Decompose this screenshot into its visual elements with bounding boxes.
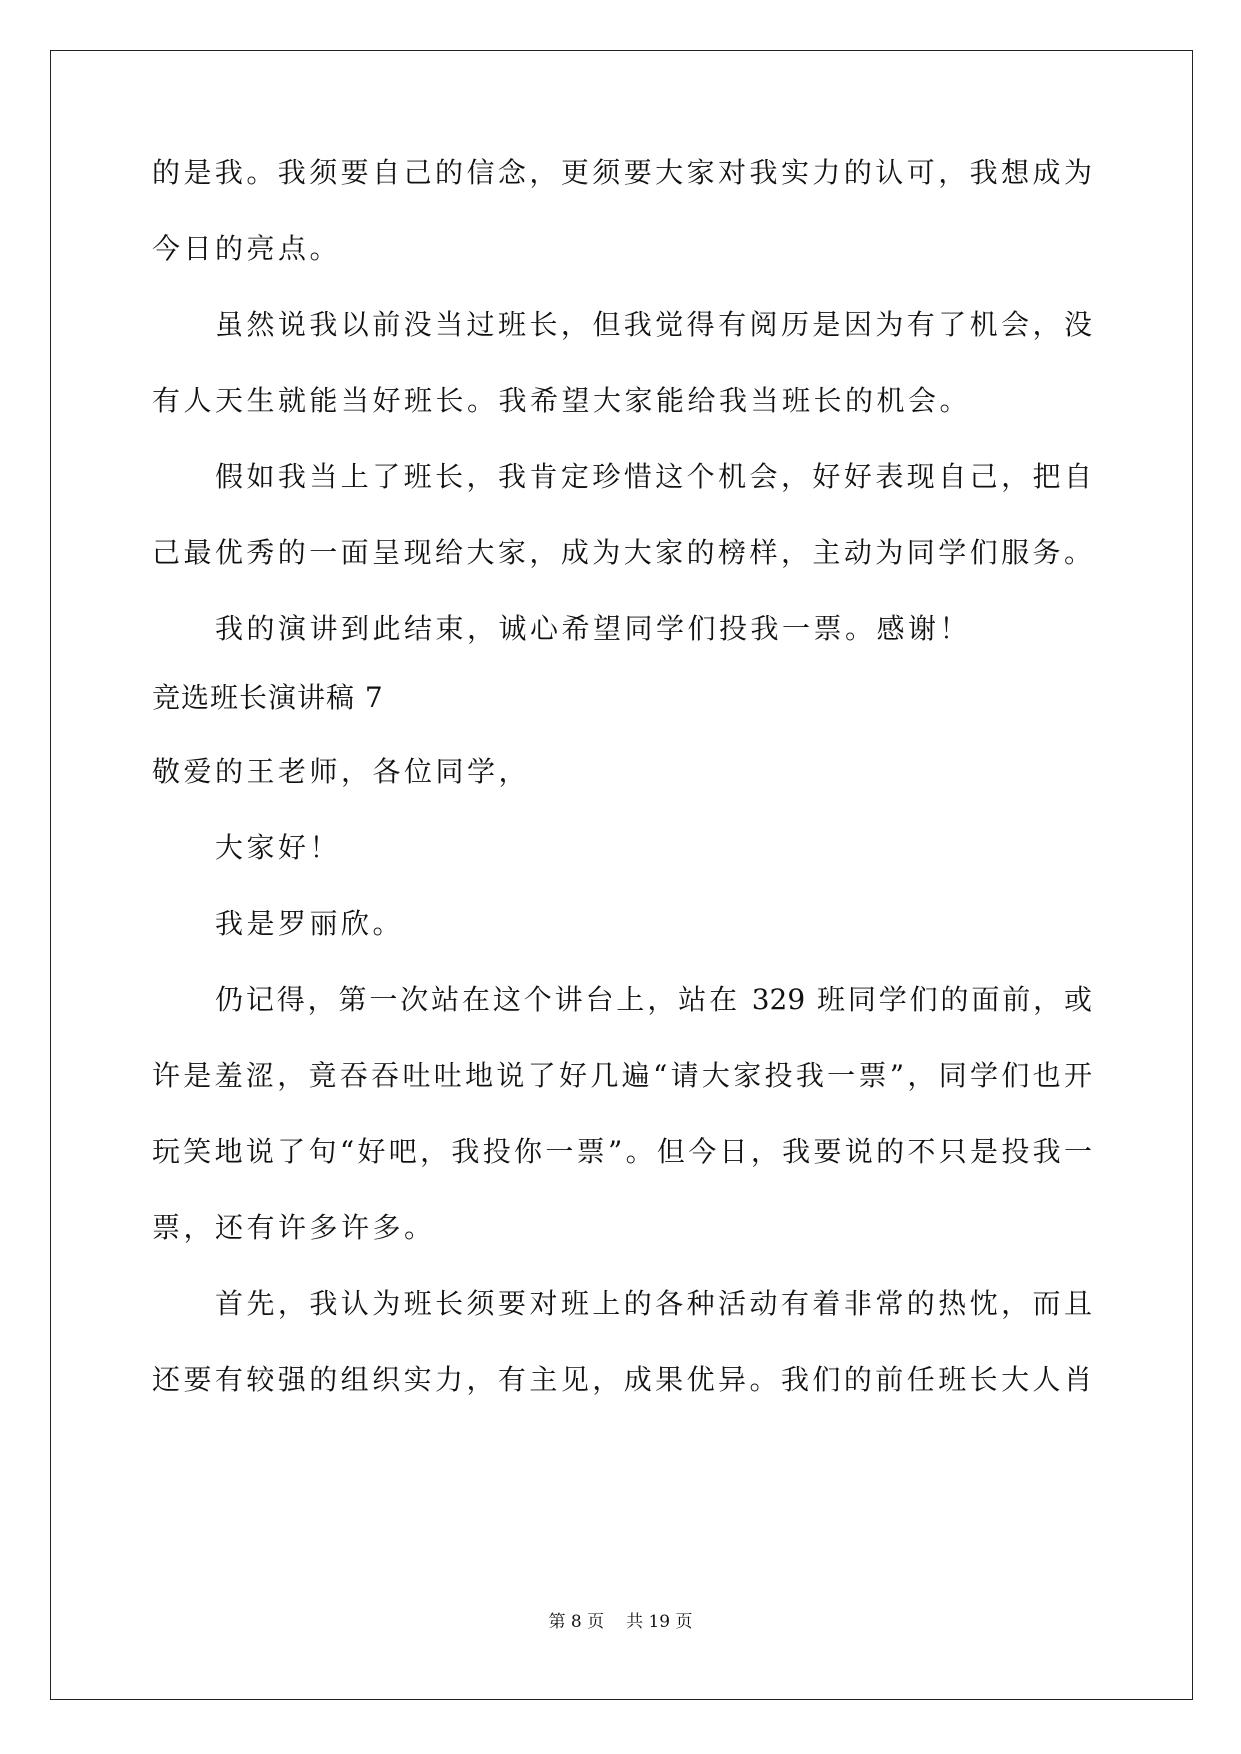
page-border: [50, 50, 1193, 1700]
body-line: 仍记得，第一次站在这个讲台上，站在 329 班同学们的面前，或: [215, 983, 1092, 1016]
body-line: 还要有较强的组织实力，有主见，成果优异。我们的前任班长大人肖: [152, 1363, 1092, 1396]
salutation: 敬爱的王老师，各位同学，: [152, 755, 531, 788]
body-line: 首先，我认为班长须要对班上的各种活动有着非常的热忱，而且: [215, 1287, 1092, 1320]
page-footer: [0, 1610, 1241, 1634]
body-line: 假如我当上了班长，我肯定珍惜这个机会，好好表现自己，把自: [215, 460, 1092, 493]
body-line: 虽然说我以前没当过班长，但我觉得有阅历是因为有了机会，没: [215, 308, 1092, 341]
section-heading: 竞选班长演讲稿 7: [152, 681, 384, 714]
body-line: 许是羞涩，竟吞吞吐吐地说了好几遍“请大家投我一票”，同学们也开: [152, 1059, 1092, 1092]
body-line: 有人天生就能当好班长。我希望大家能给我当班长的机会。: [152, 384, 972, 417]
greeting: 大家好！: [215, 831, 342, 864]
body-line: 我是罗丽欣。: [215, 907, 405, 940]
body-line: 今日的亮点。: [152, 232, 342, 265]
body-line: 玩笑地说了句“好吧，我投你一票”。但今日，我要说的不只是投我一: [152, 1135, 1092, 1168]
page-total: 共 19 页: [626, 1612, 693, 1632]
body-line: 票，还有许多许多。: [152, 1211, 436, 1244]
body-line: 我的演讲到此结束，诚心希望同学们投我一票。感谢！: [215, 612, 972, 645]
body-line: 的是我。我须要自己的信念，更须要大家对我实力的认可，我想成为: [152, 156, 1092, 189]
body-line: 己最优秀的一面呈现给大家，成为大家的榜样，主动为同学们服务。: [152, 536, 1092, 569]
page-number: 第 8 页: [548, 1612, 605, 1632]
